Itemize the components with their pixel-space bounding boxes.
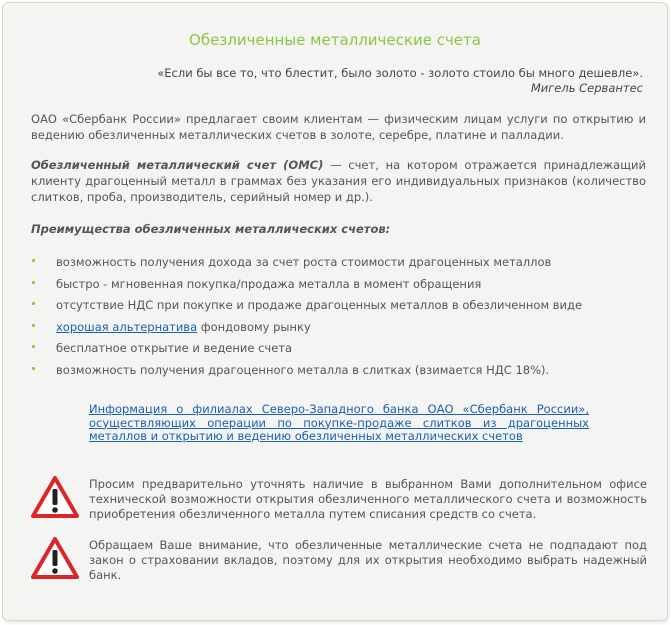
bullet-icon <box>32 367 35 370</box>
alternative-link[interactable]: хорошая альтернатива <box>56 319 198 334</box>
list-item-text: возможность получения дохода за счет роста стоимости драгоценных металлов <box>56 255 552 269</box>
content-panel <box>2 2 668 621</box>
epigraph <box>123 66 643 96</box>
branch-info <box>89 403 589 444</box>
list-item <box>31 252 646 274</box>
warning-triangle-icon <box>30 475 80 519</box>
list-item <box>31 338 646 360</box>
page-title: Обезличенные металлические счета <box>189 31 481 49</box>
bullet-icon <box>32 281 35 284</box>
definition-text: — счет, на котором отражается принадлежащий клиенту драгоценный металл в граммах без указания его индивидуальных признаков (количество слитков, проба, производитель, серийный номер и др.). <box>31 158 646 204</box>
warning-triangle-icon <box>30 536 80 580</box>
bullet-icon <box>32 324 35 327</box>
list-item <box>31 360 646 382</box>
advantages-list <box>31 252 646 381</box>
list-item-text: возможность получения драгоценного металла в слитках (взимается НДС 18%). <box>56 362 550 377</box>
definition-paragraph <box>31 157 646 205</box>
quote-text: «Если бы все то, что блестит, было золото - золото стоило бы много дешевле». <box>157 66 643 80</box>
list-item <box>31 295 646 317</box>
advantages-heading: Преимущества обезличенных металлических счетов: <box>31 222 391 236</box>
list-item-text: отсутствие НДС при покупке и продаже драгоценных металлов в обезличенном виде <box>56 298 583 312</box>
bullet-icon <box>32 345 35 348</box>
list-item-text: бесплатное открытие и ведение счета <box>56 341 293 355</box>
branch-info-link[interactable]: Информация о филиалах Северо-Западного банка ОАО «Сбербанк России», осуществляющих операции по покупке-продаже слитков из драгоценных металлов и открытию и ведению обезличенных металлических счетов <box>89 402 589 443</box>
quote-author: Мигель Сервантес <box>530 81 643 95</box>
warning-text-availability: Просим предварительно уточнять наличие в выбранном Вами дополнительном офисе технической возможности открытия обезличенного металлического счета и возможность приобретения обезличенного металла путем списания средств со счета. <box>89 477 647 521</box>
list-item-text: фондовому рынку <box>197 319 311 334</box>
warning-text-insurance: Обращаем Ваше внимание, что обезличенные металлические счета не подпадают под закон о страховании вкладов, поэтому для их открытия необходимо выбрать надежный банк. <box>89 538 647 582</box>
list-item <box>31 274 646 296</box>
list-item-text: быстро - мгновенная покупка/продажа металла в момент обращения <box>56 276 482 291</box>
intro-paragraph: ОАО «Сбербанк России» предлагает своим клиентам — физическим лицам услуги по открытию и ведению обезличенных металлических счетов в золоте, серебре, платине и палладии. <box>31 112 646 142</box>
bullet-icon <box>32 302 35 305</box>
bullet-icon <box>32 259 35 262</box>
definition-term: Обезличенный металлический счет (ОМС) <box>31 158 324 172</box>
list-item <box>31 317 646 339</box>
